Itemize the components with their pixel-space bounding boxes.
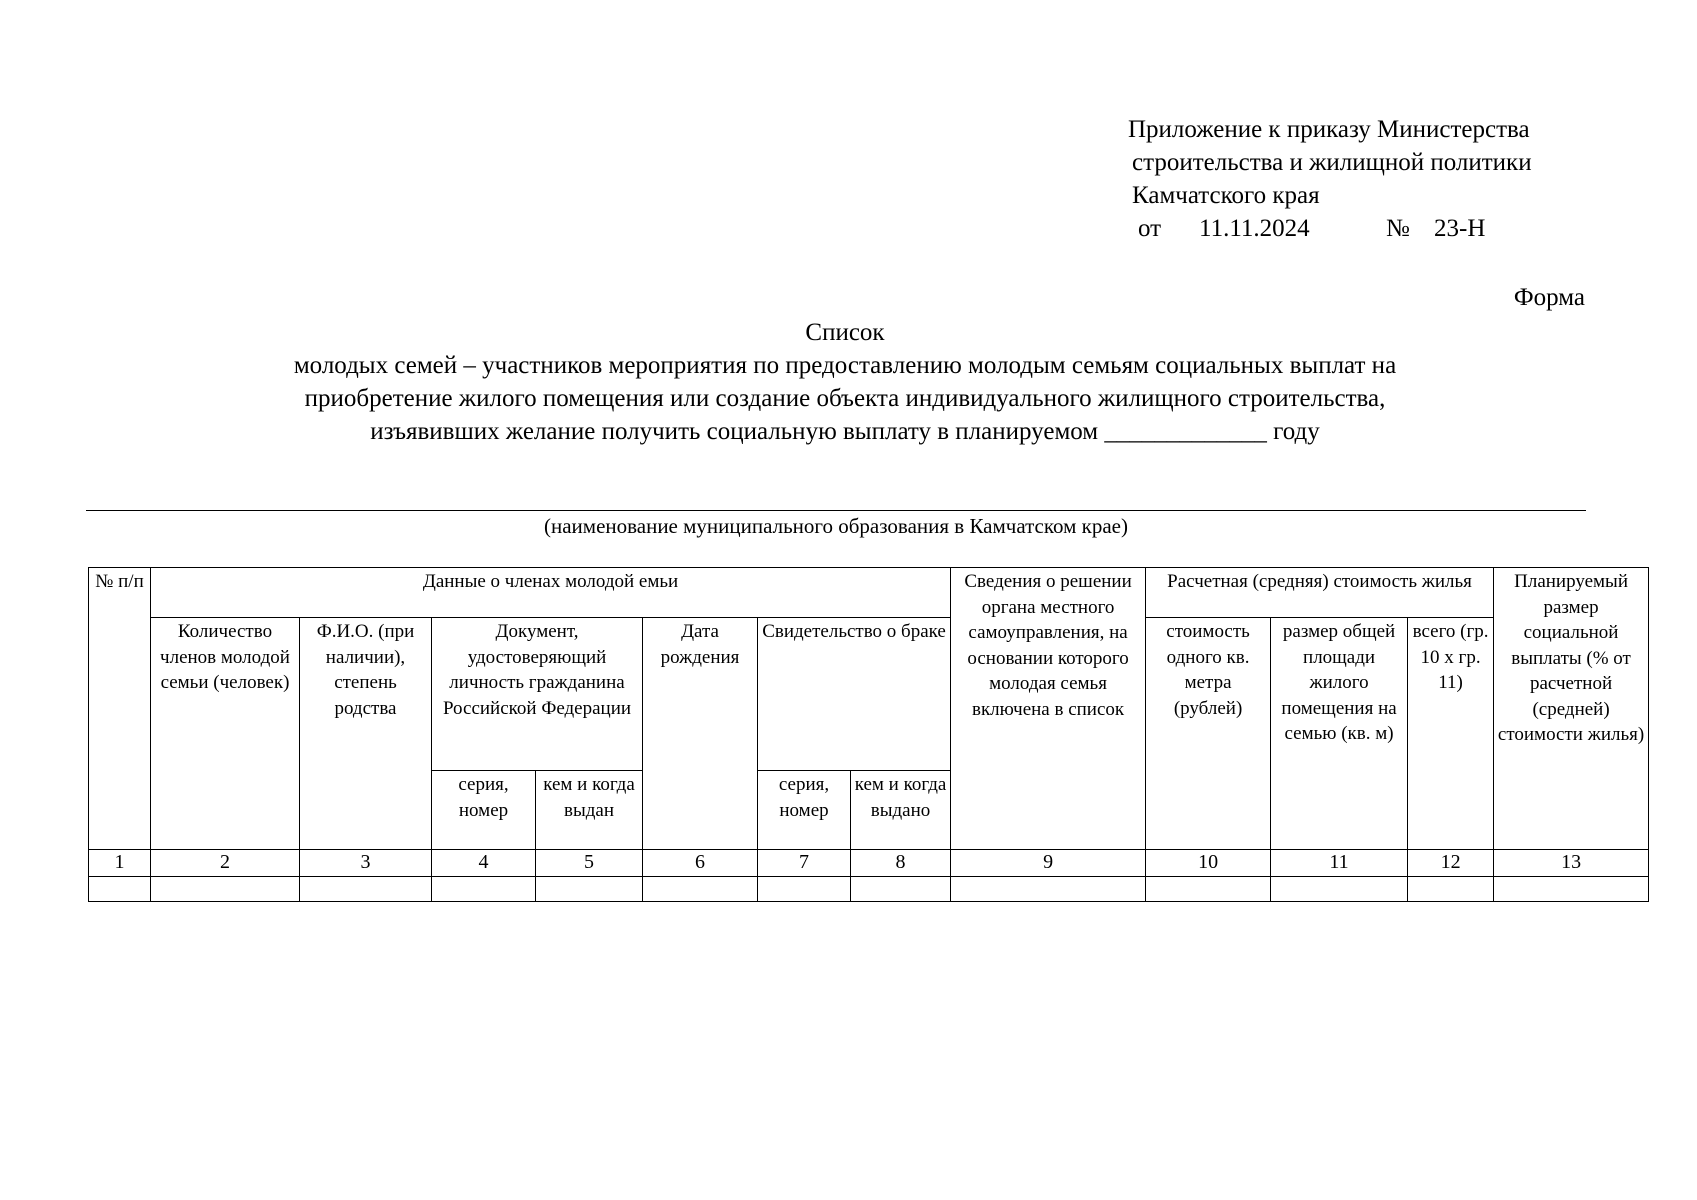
header-marriage-issued: кем и когда выдано <box>851 771 951 850</box>
header-fio: Ф.И.О. (при наличии), степень родства <box>300 618 432 850</box>
column-number: 10 <box>1146 850 1271 877</box>
column-number: 2 <box>151 850 300 877</box>
table-cell <box>432 876 536 901</box>
column-number: 7 <box>758 850 851 877</box>
header-living-area: размер общей площади жилого помещения на семью (кв. м) <box>1271 618 1408 850</box>
column-number: 5 <box>536 850 643 877</box>
table-cell <box>1494 876 1649 901</box>
header-num: № п/п <box>89 568 151 850</box>
column-number: 1 <box>89 850 151 877</box>
table-cell <box>851 876 951 901</box>
header-family-count: Количество членов молодой семьи (человек) <box>151 618 300 850</box>
table-cell <box>951 876 1146 901</box>
title-line-4: изъявивших желание получить социальную выплату в планируемом _____________ году <box>370 418 1320 445</box>
title-line-2: молодых семей – участников мероприятия по предоставлению молодым семьям социальных выплат на <box>293 352 1397 379</box>
column-number: 9 <box>951 850 1146 877</box>
header-total: всего (гр. 10 х гр. 11) <box>1408 618 1494 850</box>
title-line-1: Список <box>805 319 885 346</box>
title-line-3: приобретение жилого помещения или создание объекта индивидуального жилищного строительства, <box>304 385 1386 412</box>
table-row <box>89 876 1649 901</box>
column-number: 6 <box>643 850 758 877</box>
column-number: 8 <box>851 850 951 877</box>
appendix-line-2: строительства и жилищной политики <box>1132 149 1532 176</box>
table-cell <box>536 876 643 901</box>
table-cell <box>643 876 758 901</box>
appendix-line-1: Приложение к приказу Министерства <box>1128 116 1530 143</box>
header-marriage-series: серия, номер <box>758 771 851 850</box>
order-date: 11.11.2024 <box>1199 215 1310 242</box>
column-number: 13 <box>1494 850 1649 877</box>
document-title <box>80 316 1610 448</box>
column-number: 3 <box>300 850 432 877</box>
order-date-number <box>1128 212 1532 245</box>
municipality-caption: (наименование муниципального образования в Камчатском крае) <box>543 514 1128 538</box>
table-cell <box>1146 876 1271 901</box>
table-cell <box>1408 876 1494 901</box>
column-number: 12 <box>1408 850 1494 877</box>
header-doc-issued: кем и когда выдан <box>536 771 643 850</box>
table-cell <box>300 876 432 901</box>
from-label: от <box>1138 215 1162 242</box>
families-table <box>88 567 1649 902</box>
order-reference <box>1128 113 1532 245</box>
header-doc-series: серия, номер <box>432 771 536 850</box>
appendix-line-3: Камчатского края <box>1132 182 1320 209</box>
table-cell <box>1271 876 1408 901</box>
number-label: № <box>1386 215 1410 242</box>
header-family-data: Данные о членах молодой емьи <box>151 568 951 618</box>
header-housing-cost: Расчетная (средняя) стоимость жилья <box>1146 568 1494 618</box>
header-planned-payment: Планируемый размер социальной выплаты (% от расчетной (средней) стоимости жилья) <box>1494 568 1649 850</box>
table-cell <box>151 876 300 901</box>
order-number: 23-Н <box>1434 215 1486 242</box>
municipality-underline <box>86 510 1586 511</box>
table-cell <box>758 876 851 901</box>
column-number: 4 <box>432 850 536 877</box>
header-id-document: Документ, удостоверяющий личность гражданина Российской Федерации <box>432 618 643 771</box>
header-marriage-cert: Свидетельство о браке <box>758 618 951 771</box>
header-cost-per-m2: стоимость одного кв. метра (рублей) <box>1146 618 1271 850</box>
column-number: 11 <box>1271 850 1408 877</box>
table-cell <box>89 876 151 901</box>
column-numbers-row <box>89 850 1649 877</box>
header-birth-date: Дата рождения <box>643 618 758 850</box>
header-decision: Сведения о решении органа местного самоуправления, на основании которого молодая семья включена в список <box>951 568 1146 850</box>
form-label: Форма <box>1513 284 1585 311</box>
